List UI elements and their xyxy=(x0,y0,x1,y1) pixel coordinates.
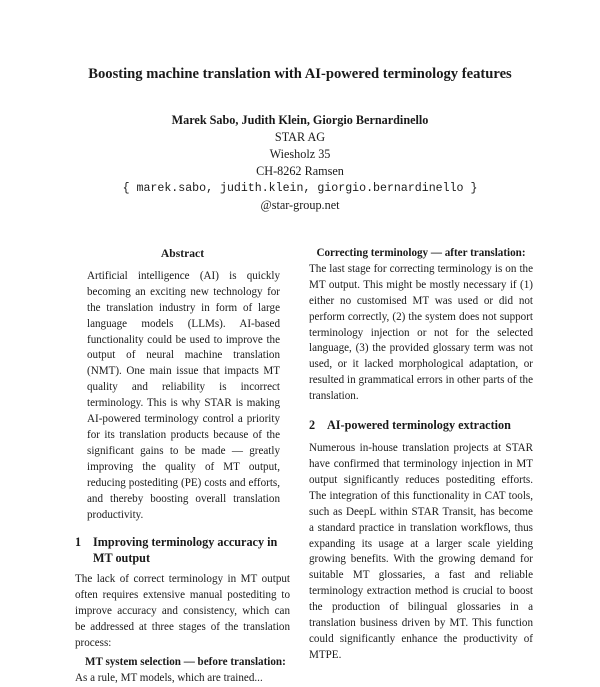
section-1-text: The lack of correct terminology in MT output often requires extensive manual postediting to improve accuracy and consistency, which can be addressed at three stages of the translation process: xyxy=(75,573,290,650)
right-column xyxy=(309,246,533,664)
author-city: CH-8262 Ramsen xyxy=(256,164,344,178)
correcting-terminology-text: The last stage for correcting terminology is on the MT output. This might be mostly necessary if (1) either no customised MT was used or did not perform correctly, (2) the system does not support terminology injection or not for the selected language, (3) the provided glossary term was not used, or it lacked morphological adaptation, or resulted in grammatical errors in other parts of the translation. xyxy=(309,262,533,403)
mt-selection-text: As a rule, MT models, which are trained... xyxy=(75,671,263,684)
section-2-heading xyxy=(309,417,533,433)
author-street: Wiesholz 35 xyxy=(269,147,331,161)
section-2-text: Numerous in-house translation projects at STAR have confirmed that terminology injection in MT output significantly reduces postediting efforts. The integration of this functionality in CAT tools, such as DeepL within STAR Transit, has become a standard practice in translation workflows, thus expanding its usage at a larger scale yielding growing benefits. With the growing demand for suitable MT glossaries, a fast and reliable terminology extraction method is crucial to boost the production of bilingual glossaries in a translation business driven by MT. This function could significantly enhance the productivity of MTPE. xyxy=(309,442,533,661)
abstract-text: Artificial intelligence (AI) is quickly becoming an exciting new technology for the translation industry in form of large language models (LLMs). AI-based functionality could be used to improve the output of neural machine translation (NMT). One main issue that impacts MT quality and reliability is incorrect terminology. This is why STAR is making AI-powered terminology control a priority for its translation products because of the significant gains to be made — greatly improving the quality of MT output, reducing postediting (PE) costs and efforts, and thereby boosting overall translation productivity. xyxy=(87,269,280,521)
section-1-heading xyxy=(75,534,290,566)
section-1-number: 1 xyxy=(75,535,82,550)
author-emails: { marek.sabo, judith.klein, giorgio.bernardinello } xyxy=(122,182,478,195)
section-2-title: AI-powered terminology extraction xyxy=(327,418,511,433)
mt-selection-label: MT system selection — before translation: xyxy=(85,655,286,668)
abstract-heading: Abstract xyxy=(160,247,205,260)
author-organization: STAR AG xyxy=(274,130,326,144)
left-column xyxy=(75,246,290,687)
correcting-terminology-heading: Correcting terminology — after translation: xyxy=(316,247,526,259)
subsection-heading-mt-selection xyxy=(75,655,290,671)
section-2-number: 2 xyxy=(309,418,316,433)
author-block xyxy=(0,112,600,214)
author-names: Marek Sabo, Judith Klein, Giorgio Bernardinello xyxy=(171,113,429,127)
author-email-domain: @star-group.net xyxy=(260,198,340,212)
paper-title: Boosting machine translation with AI-powered terminology features xyxy=(88,66,512,82)
section-1-title: Improving terminology accuracy in MT output xyxy=(93,535,278,566)
